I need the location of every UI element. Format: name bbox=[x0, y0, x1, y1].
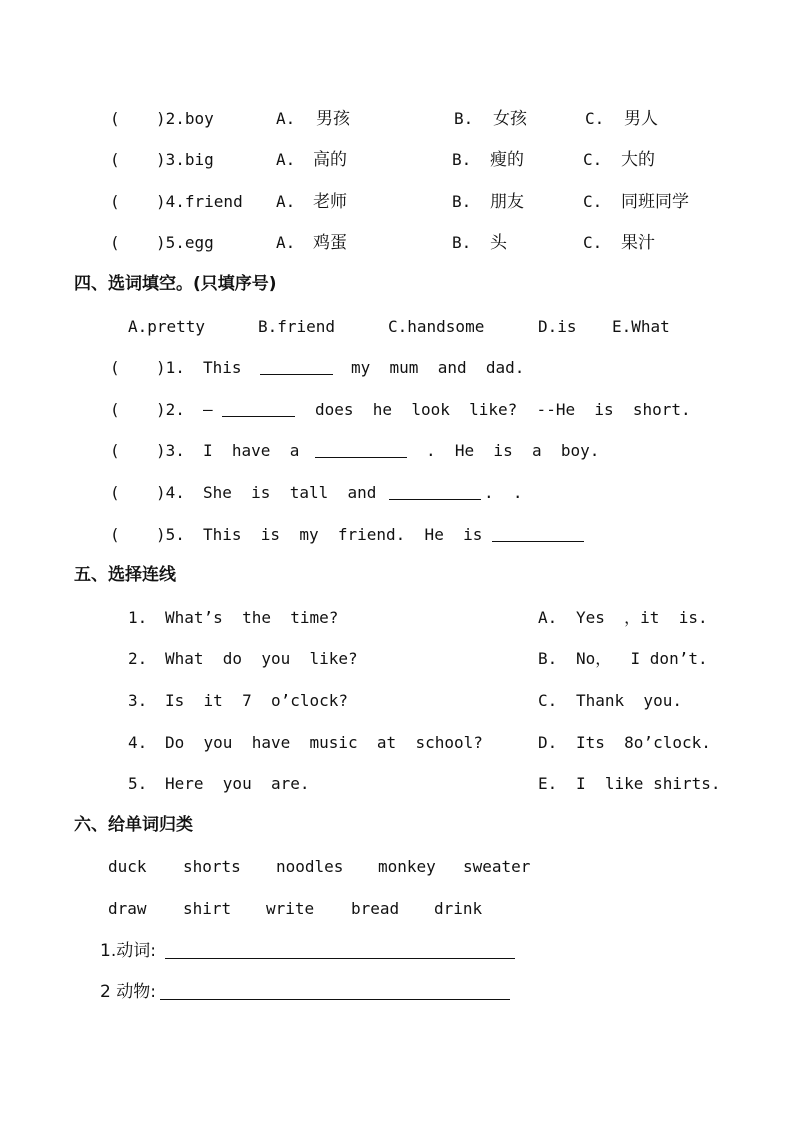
fill-blank[interactable] bbox=[315, 443, 407, 458]
word-item: bread bbox=[351, 899, 400, 918]
option-b: 女孩 bbox=[493, 109, 527, 129]
match-letter: A. bbox=[538, 608, 558, 627]
option-label-b: B. bbox=[452, 192, 472, 211]
question-word: )5.egg bbox=[156, 233, 214, 252]
option-label-b: B. bbox=[452, 150, 472, 169]
match-question[interactable]: Do you have music at school? bbox=[165, 733, 483, 752]
sentence-start: This bbox=[203, 358, 242, 377]
sentence-end: does he look like? --He is short. bbox=[315, 400, 691, 419]
word-item: draw bbox=[108, 899, 147, 918]
option-c: 大的 bbox=[621, 150, 655, 170]
word-option: D.is bbox=[538, 317, 577, 336]
question-word: )2.boy bbox=[156, 109, 214, 128]
section6-title: 六、给单词归类 bbox=[74, 815, 193, 835]
match-number: 1. bbox=[128, 608, 148, 627]
question-number: )2. bbox=[156, 400, 185, 419]
option-b: 瘦的 bbox=[490, 150, 524, 170]
category-label: 2 动物: bbox=[100, 982, 156, 1002]
word-item: shirt bbox=[183, 899, 232, 918]
category-label: 1.动词: bbox=[100, 941, 156, 961]
question-number: )3. bbox=[156, 441, 185, 460]
match-letter: C. bbox=[538, 691, 558, 710]
category-answer-line[interactable] bbox=[160, 985, 510, 1000]
option-label-c: C. bbox=[583, 192, 603, 211]
answer-paren[interactable]: ( bbox=[110, 441, 120, 460]
fill-blank[interactable] bbox=[492, 527, 584, 542]
sentence-start: This is my friend. He is bbox=[203, 525, 483, 544]
option-label-a: A. bbox=[276, 150, 296, 169]
sentence-end: . He is a boy. bbox=[426, 441, 600, 460]
word-item: monkey bbox=[378, 857, 436, 876]
word-item: write bbox=[266, 899, 315, 918]
word-option: C.handsome bbox=[388, 317, 485, 336]
match-answer[interactable]: I like shirts. bbox=[576, 774, 721, 793]
section5-title: 五、选择连线 bbox=[74, 565, 176, 585]
match-question[interactable]: Is it 7 o’clock? bbox=[165, 691, 349, 710]
match-number: 3. bbox=[128, 691, 148, 710]
sentence-start: I have a bbox=[203, 441, 300, 460]
option-c: 男人 bbox=[624, 109, 658, 129]
sentence-end: my mum and dad. bbox=[351, 358, 525, 377]
match-letter: D. bbox=[538, 733, 558, 752]
option-a: 鸡蛋 bbox=[313, 233, 347, 253]
section4-title: 四、选词填空。(只填序号) bbox=[74, 274, 277, 294]
match-answer[interactable]: Yes ，it is. bbox=[576, 608, 708, 627]
sentence-start: She is tall and bbox=[203, 483, 377, 502]
question-number: )5. bbox=[156, 525, 185, 544]
word-option: E.What bbox=[612, 317, 670, 336]
match-number: 4. bbox=[128, 733, 148, 752]
option-c: 同班同学 bbox=[621, 192, 689, 212]
match-question[interactable]: What’s the time? bbox=[165, 608, 339, 627]
question-word: )3.big bbox=[156, 150, 214, 169]
option-b: 朋友 bbox=[490, 192, 524, 212]
fill-blank[interactable] bbox=[260, 360, 333, 375]
word-item: drink bbox=[434, 899, 483, 918]
option-a: 男孩 bbox=[316, 109, 350, 129]
option-c: 果汁 bbox=[621, 233, 655, 253]
match-answer[interactable]: Thank you. bbox=[576, 691, 682, 710]
option-label-a: A. bbox=[276, 233, 296, 252]
fill-blank[interactable] bbox=[222, 402, 295, 417]
option-a: 高的 bbox=[313, 150, 347, 170]
answer-paren[interactable]: ( bbox=[110, 192, 120, 211]
option-label-a: A. bbox=[276, 109, 296, 128]
category-answer-line[interactable] bbox=[165, 944, 515, 959]
match-number: 5. bbox=[128, 774, 148, 793]
answer-paren[interactable]: ( bbox=[110, 150, 120, 169]
option-label-b: B. bbox=[452, 233, 472, 252]
option-a: 老师 bbox=[313, 192, 347, 212]
question-number: )1. bbox=[156, 358, 185, 377]
answer-paren[interactable]: ( bbox=[110, 109, 120, 128]
option-label-a: A. bbox=[276, 192, 296, 211]
answer-paren[interactable]: ( bbox=[110, 525, 120, 544]
option-label-c: C. bbox=[583, 150, 603, 169]
option-label-c: C. bbox=[583, 233, 603, 252]
word-item: shorts bbox=[183, 857, 241, 876]
word-item: noodles bbox=[276, 857, 344, 876]
match-answer[interactable]: Its 8o’clock. bbox=[576, 733, 711, 752]
word-option: A.pretty bbox=[128, 317, 206, 336]
answer-paren[interactable]: ( bbox=[110, 483, 120, 502]
question-word: )4.friend bbox=[156, 192, 243, 211]
fill-blank[interactable] bbox=[389, 485, 481, 500]
word-option: B.friend bbox=[258, 317, 336, 336]
question-number: )4. bbox=[156, 483, 185, 502]
option-label-c: C. bbox=[585, 109, 605, 128]
option-b: 头 bbox=[490, 233, 507, 253]
sentence-end: . . bbox=[484, 483, 523, 502]
answer-paren[interactable]: ( bbox=[110, 233, 120, 252]
answer-paren[interactable]: ( bbox=[110, 358, 120, 377]
word-item: duck bbox=[108, 857, 147, 876]
match-number: 2. bbox=[128, 649, 148, 668]
match-answer[interactable]: No， I don’t. bbox=[576, 649, 708, 668]
answer-paren[interactable]: ( bbox=[110, 400, 120, 419]
match-question[interactable]: Here you are. bbox=[165, 774, 310, 793]
sentence-start: — bbox=[203, 400, 213, 419]
match-question[interactable]: What do you like? bbox=[165, 649, 358, 668]
option-label-b: B. bbox=[454, 109, 474, 128]
word-item: sweater bbox=[463, 857, 531, 876]
match-letter: E. bbox=[538, 774, 558, 793]
match-letter: B. bbox=[538, 649, 558, 668]
